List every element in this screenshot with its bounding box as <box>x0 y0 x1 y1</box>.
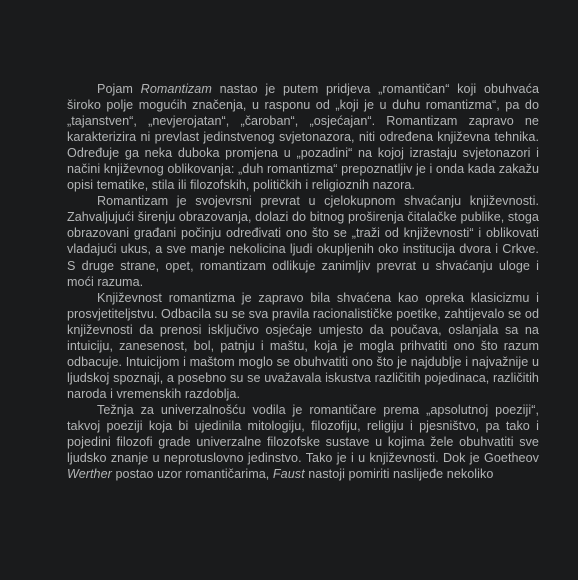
paragraph-2-text: Romantizam je svojevrsni prevrat u cjelokupnom shvaćanju književnosti. Zahvaljujući širenju obrazovanja, dolazi do bitnog proširenja čitalačke publike, stoga obrazovani građani počinju određivati ono što se „traži od književnosti“ i oblikovati vladajući ukus, a sve manje nekolicina ljudi okupljenih oko institucija dvora i Crkve. S druge strane, opet, romantizam odlikuje zanimljiv prevrat u shvaćanju uloge i moći razuma. <box>67 194 539 289</box>
paragraph-4-text-b: postao uzor romantičarima, <box>111 467 273 482</box>
paragraph-1 <box>67 81 539 193</box>
paragraph-1-italic-term: Romantizam <box>140 82 212 96</box>
paragraph-4-italic-werther: Werther <box>67 467 112 482</box>
paragraph-1-text-a: Pojam <box>97 82 141 96</box>
paragraph-4 <box>67 402 539 482</box>
paragraph-4-italic-faust: Faust <box>272 467 305 482</box>
paragraph-2 <box>67 193 539 289</box>
paragraph-4-text-a: Težnja za univerzalnošću vodila je romantičare prema „apsolutnoj poeziji“, takvoj poeziji koja bi ujedinila mitologiju, filozofiju, religiju i pjesništvo, pa tako i pojedini filozofi grade univerzalne filozofske sustave u kojima žele obuhvatiti sve ljudsko znanje u neprotuslovno jedinstvo. Tako je i u književnosti. Dok je Goetheov <box>67 402 539 466</box>
paragraph-4-text-c: nastoji pomiriti naslijeđe nekoliko <box>304 467 494 482</box>
paragraph-3 <box>67 290 539 402</box>
paragraph-1-text-b: nastao je putem pridjeva „romantičan“ koji obuhvaća široko polje mogućih značenja, u rasponu od „koji je u duhu romantizma“, pa do „tajanstven“, „nevjerojatan“, „čaroban“, „osjećajan“. Romantizam zapravo ne karakterizira ni prevlast jedinstvenog svjetonazora, niti određena književna tehnika. Određuje ga neka duboka promjena u „pozadini“ na kojoj izrastaju svjetonazori i načini književnog oblikovanja: „duh romantizma“ prepoznatljiv je i onda kada zakažu opisi tematike, stila ili filozofskih, političkih i religioznih nazora. <box>67 82 540 193</box>
text-column <box>67 81 539 482</box>
paragraph-3-text: Književnost romantizma je zapravo bila shvaćena kao opreka klasicizmu i prosvjetiteljstvu. Odbacila su se sva pravila racionalističke poetike, zahtijevalo se od književnosti da prenosi isključivo osjećaje umjesto da poučava, oslanjala sa na intuiciju, zanesenost, bol, patnju i maštu, koja je mogla prihvatiti ono što razum odbacuje. Intuicijom i maštom moglo se obuhvatiti ono što je najdublje i najvažnije u ljudskoj spoznaji, a posebno su se uvažavala iskustva različitih pojedinaca, različitih naroda i vremenskih razdoblja. <box>67 290 539 401</box>
